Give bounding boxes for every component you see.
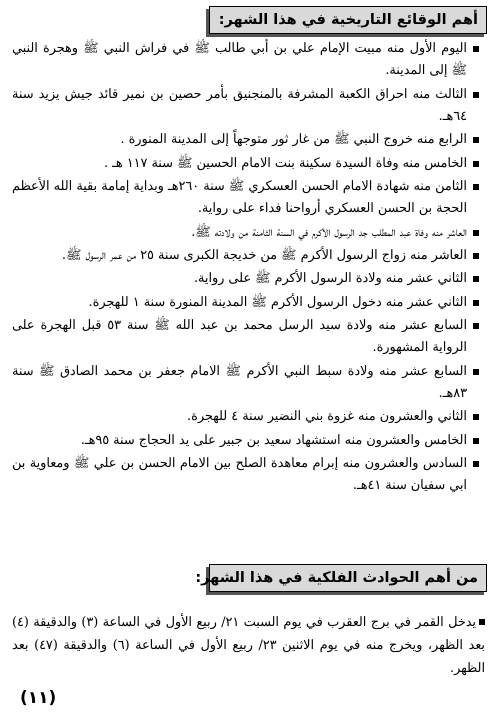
square-bullet-icon bbox=[473, 414, 479, 420]
square-bullet-icon bbox=[473, 253, 479, 259]
list-item-text: السابع عشر منه ولادة سبط النبي الأكرم ﷺ الامام جعفر بن محمد الصادق ﷺ سنة ٨٣هـ. bbox=[12, 363, 467, 401]
list-item-text: العاشر منه زواج الرسول الأكرم ﷺ من خديجة الكبرى سنة ٢٥ من عمر الرسول ﷺ. bbox=[61, 247, 467, 263]
list-item bbox=[12, 222, 479, 244]
square-bullet-icon bbox=[479, 619, 485, 625]
list-item-text: الثامن منه شهادة الامام الحسن العسكري ﷺ سنة ٢٦٠هـ وبداية إمامة بقية الله الأعظم الحجة بن الحسن العسكري أرواحنا فداء على رواية. bbox=[12, 178, 467, 217]
list-item bbox=[12, 453, 479, 497]
square-bullet-icon bbox=[473, 46, 479, 52]
list-item bbox=[12, 268, 479, 290]
section-title-historical-events: أهم الوقائع التاريخية في هذا الشهر: bbox=[209, 6, 487, 34]
square-bullet-icon bbox=[473, 137, 479, 143]
section-title-astronomical-events: من أهم الحوادث الفلكية في هذا الشهر: bbox=[209, 564, 487, 592]
list-item bbox=[12, 406, 479, 428]
list-item-text: السادس والعشرون منه إبرام معاهدة الصلح بين الامام الحسن بن علي ﷺ ومعاوية بن ابي سفيان سنة ٤١هـ. bbox=[12, 456, 467, 494]
list-item bbox=[12, 245, 479, 267]
list-item-text: الرابع منه خروج النبي ﷺ من غار ثور متوجهاً إلى المدينة المنورة . bbox=[120, 132, 467, 148]
list-item bbox=[12, 153, 479, 175]
list-item bbox=[12, 38, 479, 82]
list-item-text: الثالث منه احراق الكعبة المشرفة بالمنجنيق بأمر حصين بن نمير قائد جيش يزيد سنة ٦٤هـ. bbox=[12, 86, 467, 124]
list-item bbox=[12, 361, 479, 405]
astronomical-events-body: يدخل القمر في برج العقرب في يوم السبت ٢١/ ربيع الأول في الساعة (٣) والدقيقة (٤) بعد الظهر، ويخرج منه في يوم الاثنين ٢٣/ ربيع الأول في الساعة (٦) والدقيقة (٤٧) بعد الظهر. bbox=[12, 614, 485, 676]
list-item-text: الثاني عشر منه ولادة الرسول الأكرم ﷺ على رواية. bbox=[193, 271, 467, 287]
list-item bbox=[12, 430, 479, 452]
list-item bbox=[12, 315, 479, 359]
list-item-text: الخامس منه وفاة السيدة سكينة بنت الامام الحسين ﷺ سنة ١١٧ هـ . bbox=[104, 155, 467, 171]
square-bullet-icon bbox=[473, 323, 479, 329]
square-bullet-icon bbox=[473, 300, 479, 306]
square-bullet-icon bbox=[473, 461, 479, 467]
list-item-text: السابع عشر منه ولادة سيد الرسل محمد بن عبد الله ﷺ سنة ٥٣ قبل الهجرة على الرواية المشهورة. bbox=[12, 318, 467, 356]
list-item-text: العاشر منه وفاة عبد المطلب جد الرسول الأكرم في السنة الثامنة من ولادته ﷺ. bbox=[191, 224, 467, 240]
astronomical-events-text bbox=[12, 611, 485, 680]
historical-events-list bbox=[12, 38, 479, 499]
page-number: (١١) bbox=[20, 688, 57, 708]
list-item-text: الثاني عشر منه دخول الرسول الأكرم ﷺ المدينة المنورة سنة ١ للهجرة. bbox=[88, 294, 467, 310]
list-item bbox=[12, 176, 479, 220]
list-item-text: الثاني والعشرون منه غزوة بني النضير سنة ٤ للهجرة. bbox=[187, 409, 467, 425]
square-bullet-icon bbox=[473, 184, 479, 190]
square-bullet-icon bbox=[473, 230, 479, 236]
list-item-text: الخامس والعشرون منه استشهاد سعيد بن جبير على يد الحجاج سنة ٩٥هـ. bbox=[80, 432, 467, 448]
square-bullet-icon bbox=[473, 438, 479, 444]
square-bullet-icon bbox=[473, 92, 479, 98]
square-bullet-icon bbox=[473, 161, 479, 167]
list-item bbox=[12, 84, 479, 128]
list-item-text: اليوم الأول منه مبيت الإمام علي بن أبي طالب ﷺ في فراش النبي ﷺ وهجرة النبي ﷺ إلى المدينة. bbox=[12, 41, 467, 79]
list-item bbox=[12, 129, 479, 151]
square-bullet-icon bbox=[473, 276, 479, 282]
square-bullet-icon bbox=[473, 369, 479, 375]
list-item bbox=[12, 292, 479, 314]
